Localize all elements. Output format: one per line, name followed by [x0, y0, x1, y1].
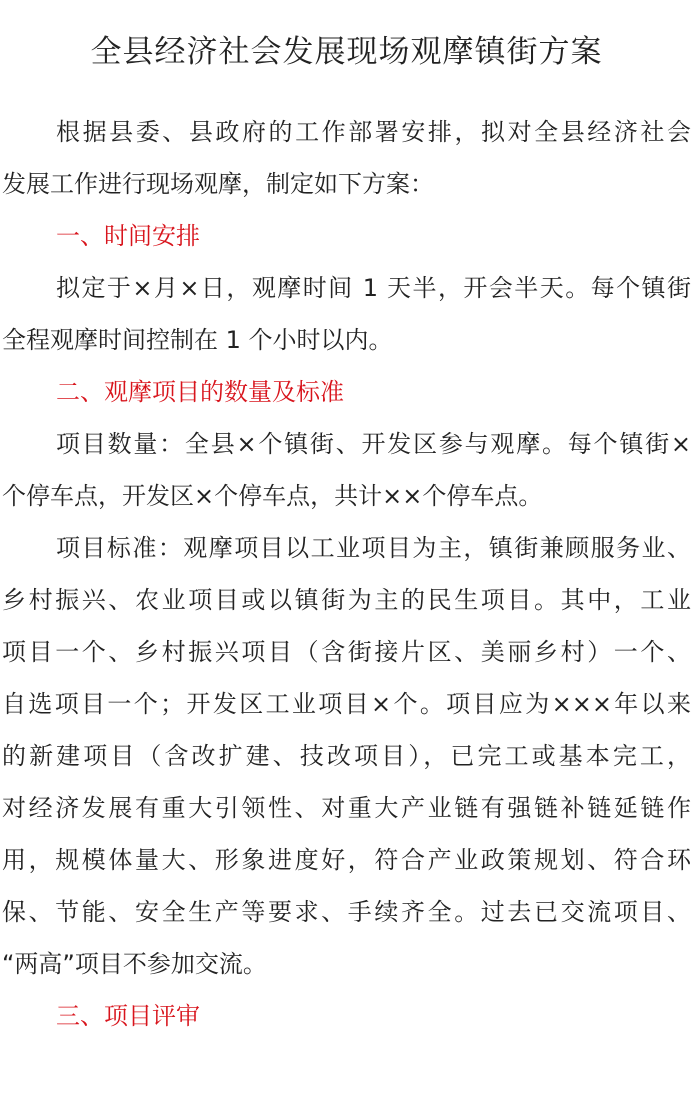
paragraph-line: 保、节能、安全生产等要求、手续齐全。过去已交流项目、: [2, 898, 691, 926]
paragraph-line: 根据县委、县政府的工作部署安排，拟对全县经济社会: [56, 118, 691, 146]
paragraph-line: 项目数量：全县×个镇街、开发区参与观摩。每个镇街×: [56, 430, 691, 458]
paragraph-line: 项目标准：观摩项目以工业项目为主，镇街兼顾服务业、: [56, 534, 691, 562]
section-heading: 二、观摩项目的数量及标准: [56, 378, 344, 406]
paragraph-line: “两高”项目不参加交流。: [2, 950, 267, 978]
paragraph-line: 项目一个、乡村振兴项目（含街接片区、美丽乡村）一个、: [2, 638, 691, 666]
document-body: [2, 106, 691, 1042]
paragraph-line: 乡村振兴、农业项目或以镇街为主的民生项目。其中，工业: [2, 586, 691, 614]
paragraph-line: 发展工作进行现场观摩，制定如下方案：: [2, 170, 434, 198]
paragraph-line: 自选项目一个；开发区工业项目×个。项目应为×××年以来: [2, 690, 691, 718]
document-title: 全县经济社会发展现场观摩镇街方案: [90, 34, 603, 70]
paragraph-line: 的新建项目（含改扩建、技改项目），已完工或基本完工，: [2, 742, 691, 770]
section-heading: 三、项目评审: [56, 1002, 200, 1030]
paragraph-line: 个停车点，开发区×个停车点，共计××个停车点。: [2, 482, 543, 510]
paragraph-line: 拟定于×月×日，观摩时间 1 天半，开会半天。每个镇街: [56, 274, 691, 302]
paragraph-line: 用，规模体量大、形象进度好，符合产业政策规划、符合环: [2, 846, 691, 874]
paragraph-line: 全程观摩时间控制在 1 个小时以内。: [2, 326, 393, 354]
section-heading: 一、时间安排: [56, 222, 200, 250]
paragraph-line: 对经济发展有重大引领性、对重大产业链有强链补链延链作: [2, 794, 691, 822]
